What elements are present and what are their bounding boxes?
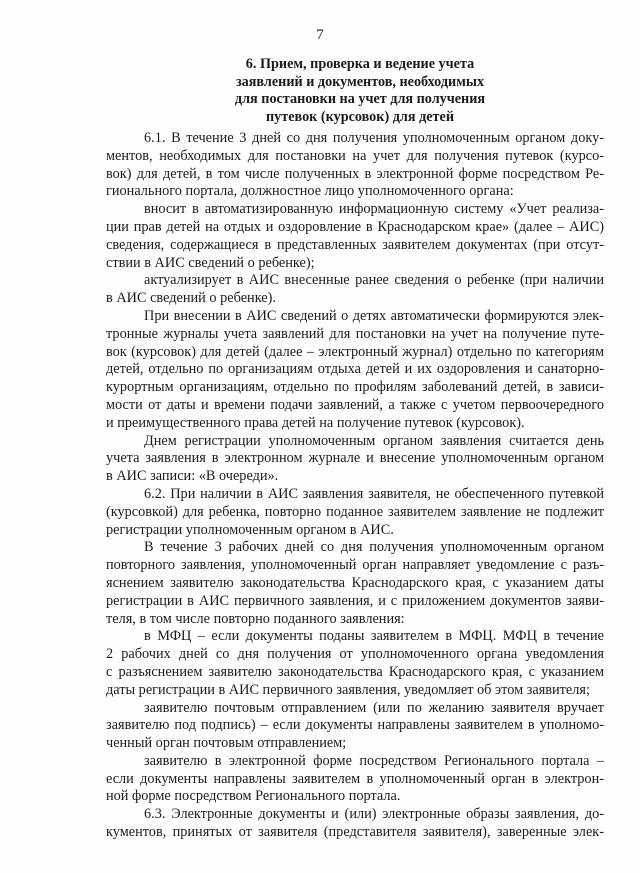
paragraph-line: яснением заявителю законодательства Краснодарского края, с указанием даты [106,574,604,591]
document-body [106,130,604,842]
paragraph-line: и преимущественного права детей на получение путевок (курсовок). [106,414,525,431]
heading-line: для постановки на учет для получения [234,91,486,108]
heading-line: заявлений и документов, необходимых [235,73,485,90]
paragraph-line: При внесении в АИС сведений о детях автоматически формируются элек- [144,307,604,324]
paragraph-line: вок (курсовок) для детей (далее – электронный журнал) отдельно по категориям [106,343,604,360]
paragraph-line: ной форме посредством Регионального портала. [106,788,401,805]
paragraph-line: актуализирует в АИС внесенные ранее сведения о ребенке (при наличии [144,272,604,289]
paragraph [106,486,604,539]
paragraph-line: учета заявления в электронном журнале и внесение уполномоченным органом [106,450,604,467]
paragraph-line: 6.3. Электронные документы и (или) электронные образы заявления, до- [144,806,604,823]
paragraph-line: ментов, необходимых для постановки на учет для получения путевок (курсо- [106,147,604,164]
paragraph-line: в АИС записи: «В очереди». [106,468,279,485]
paragraph-line: В течение 3 рабочих дней со дня получения уполномоченным органом [144,539,604,556]
paragraph-line: регистрации уполномоченным органом в АИС. [106,521,394,538]
paragraph-line: тронные журналы учета заявлений для постановки на учет на получение путе- [106,325,604,342]
paragraph-line: кументов, принятых от заявителя (представителя заявителя), заверенные элек- [106,824,604,841]
paragraph-line: (курсовкой) для ребенка, повторно поданное заявителем заявление не подлежит [106,503,604,520]
paragraph-line: 2 рабочих дней со дня получения от уполномоченного органа уведомления [106,646,604,663]
paragraph-line: вносит в автоматизированную информационную систему «Учет реализа- [144,201,604,218]
paragraph [106,130,604,201]
paragraph-line: в МФЦ – если документы поданы заявителем в МФЦ. МФЦ в течение [144,628,604,645]
paragraph [106,628,604,699]
paragraph-line: регистрации в АИС первичного заявления, и с приложением документов заяви- [106,592,604,609]
paragraph-line: 6.2. При наличии в АИС заявления заявителя, не обеспеченного путевкой [144,485,604,502]
paragraph [106,272,604,308]
paragraph-line: детей, отдельно по организациям отдыха детей и их оздоровления и санаторно- [106,361,604,378]
paragraph-line: заявителю под подпись) – если документы направлены заявителем в уполномо- [106,717,604,734]
paragraph-line: заявителю в электронной форме посредством Регионального портала – [144,752,604,769]
paragraph-line: Днем регистрации уполномоченным органом заявления считается день [144,432,604,449]
paragraph-line: курортным организациям, отдельно по профилям заболеваний детей, в зависи- [106,379,604,396]
section-heading [150,56,570,126]
heading-line: путевок (курсовок) для детей [265,108,454,125]
paragraph [106,806,604,842]
paragraph-line: 6.1. В течение 3 дней со дня получения уполномоченным органом доку- [144,130,604,146]
paragraph-line: теля, в том числе повторно поданного заявления: [106,610,405,627]
page-number: 7 [316,27,324,43]
paragraph-line: заявителю почтовым отправлением (или по желанию заявителя вручает [144,699,604,716]
paragraph-line: ствии в АИС сведений о ребенке); [106,254,315,271]
paragraph-line: если документы направлены заявителем в уполномоченный орган в электрон- [106,770,604,787]
paragraph-line: сведения, содержащиеся в представленных заявителем документах (при отсут- [106,236,604,253]
paragraph [106,308,604,433]
paragraph-line: в АИС сведений о ребенке). [106,290,276,307]
paragraph-line: ченный орган почтовым отправлением; [106,735,347,752]
heading-line: 6. Прием, проверка и ведение учета [245,56,475,72]
paragraph-line: вок) для детей, в том числе полученных в электронной форме посредством Ре- [106,165,604,182]
paragraph-line: с разъяснением заявителю законодательства Краснодарского края, с указанием [106,663,604,680]
paragraph [106,700,604,753]
paragraph-line: гионального портала, должностное лицо уполномоченного органа: [106,183,514,200]
paragraph-line: мости от даты и времени подачи заявлений, а также с учетом первоочередного [106,396,604,413]
paragraph-line: ции прав детей на отдых и оздоровление в Краснодарском крае» (далее – АИС) [106,218,604,235]
paragraph-line: даты регистрации в АИС первичного заявления, уведомляет об этом заявителя; [106,681,590,698]
paragraph-line: повторного заявления, уполномоченный орган направляет уведомление с разъ- [106,557,604,574]
paragraph [106,433,604,486]
paragraph [106,201,604,272]
paragraph [106,539,604,628]
paragraph [106,753,604,806]
